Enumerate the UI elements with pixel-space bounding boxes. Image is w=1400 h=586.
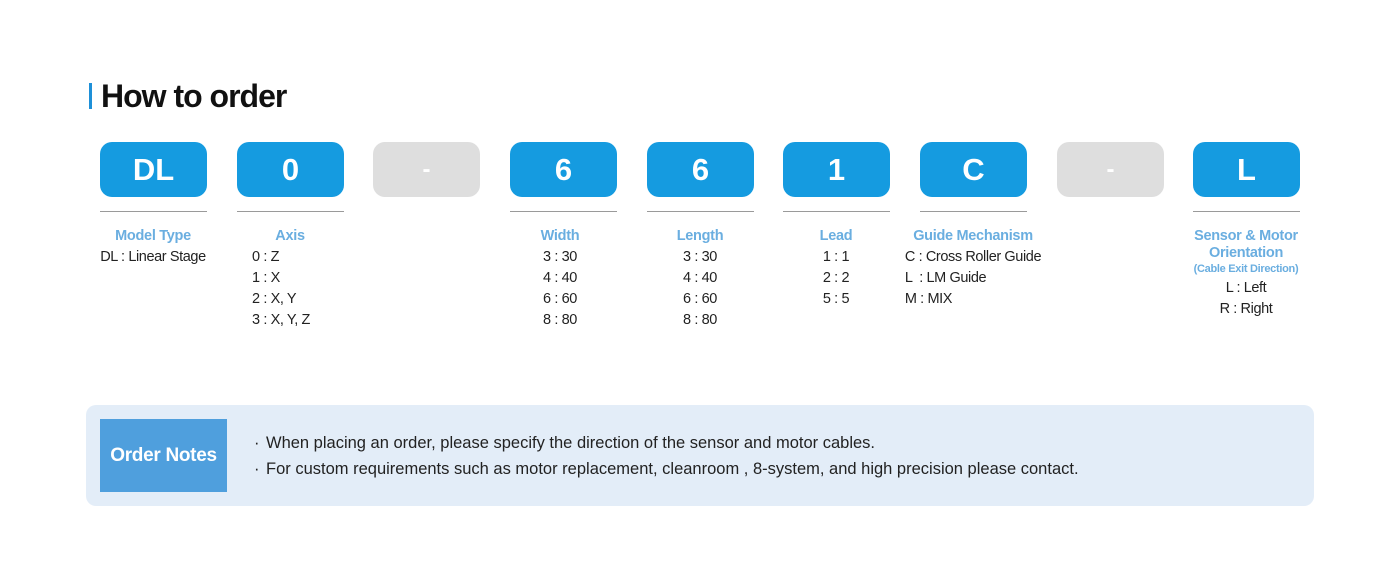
notes-list [254, 430, 1079, 482]
bullet-icon: · [254, 434, 260, 452]
option-list [905, 247, 1041, 310]
bullet-icon: · [254, 460, 260, 478]
option-item: 3 : 30 [543, 249, 577, 265]
divider-line [100, 211, 207, 212]
option-item: C : Cross Roller Guide [904, 249, 1042, 265]
option-list [823, 247, 849, 310]
column-header: Lead [819, 228, 853, 244]
option-item: M : MIX [904, 291, 953, 307]
column-sensor-motor-orientation [1171, 228, 1321, 320]
divider-line [510, 211, 617, 212]
order-notes-panel [86, 405, 1314, 506]
column-width [485, 228, 635, 331]
option-item: 0 : Z [252, 249, 280, 265]
option-item: R : Right [1219, 301, 1273, 317]
note-text: For custom requirements such as motor replacement, cleanroom , 8-system, and high precision please contact. [266, 460, 1079, 478]
column-header: Width [540, 228, 580, 244]
option-item: L : LM Guide [904, 270, 987, 286]
option-item: 8 : 80 [543, 312, 577, 328]
order-notes-badge: Order Notes [100, 419, 227, 492]
divider-line [783, 211, 890, 212]
option-list [1220, 278, 1273, 320]
column-subheader: (Cable Exit Direction) [1193, 263, 1299, 275]
option-item: 4 : 40 [543, 270, 577, 286]
option-item: 2 : 2 [822, 270, 850, 286]
column-axis [215, 228, 365, 331]
column-header: Sensor & Motor [1194, 228, 1298, 244]
option-list [543, 247, 577, 331]
option-item: 6 : 60 [543, 291, 577, 307]
option-list [252, 247, 310, 331]
option-item: 1 : 1 [822, 249, 850, 265]
title-accent-bar [89, 83, 92, 109]
column-header: Guide Mechanism [913, 228, 1033, 244]
code-box-width: 6 [510, 142, 617, 197]
column-header: Model Type [115, 228, 191, 244]
code-box-axis: 0 [237, 142, 344, 197]
column-lead [761, 228, 911, 310]
option-list [683, 247, 717, 331]
code-box-guide: C [920, 142, 1027, 197]
divider-line [1193, 211, 1300, 212]
option-item: 5 : 5 [822, 291, 850, 307]
column-header: Axis [275, 228, 305, 244]
code-box-lead: 1 [783, 142, 890, 197]
code-box-separator: - [1057, 142, 1164, 197]
column-length [625, 228, 775, 331]
section-header [89, 76, 286, 116]
column-guide-mechanism [898, 228, 1048, 310]
column-header: Orientation [1208, 245, 1284, 261]
option-item: 8 : 80 [683, 312, 717, 328]
note-item [254, 456, 1079, 482]
note-item [254, 430, 1079, 456]
divider-line [647, 211, 754, 212]
option-item: 4 : 40 [683, 270, 717, 286]
option-item: 2 : X, Y [252, 291, 297, 307]
column-header: Length [676, 228, 724, 244]
option-item: 1 : X [252, 270, 280, 286]
option-item: 3 : 30 [683, 249, 717, 265]
page-title: How to order [101, 77, 287, 114]
column-model-type [78, 228, 228, 268]
option-list [100, 247, 206, 268]
code-box-length: 6 [647, 142, 754, 197]
option-item: 6 : 60 [683, 291, 717, 307]
divider-line [237, 211, 344, 212]
code-box-sensor: L [1193, 142, 1300, 197]
divider-line [920, 211, 1027, 212]
option-item: DL : Linear Stage [100, 249, 206, 265]
code-box-model: DL [100, 142, 207, 197]
note-text: When placing an order, please specify the direction of the sensor and motor cables. [266, 434, 876, 452]
option-item: 3 : X, Y, Z [252, 312, 310, 328]
option-item: L : Left [1225, 280, 1267, 296]
code-box-separator: - [373, 142, 480, 197]
